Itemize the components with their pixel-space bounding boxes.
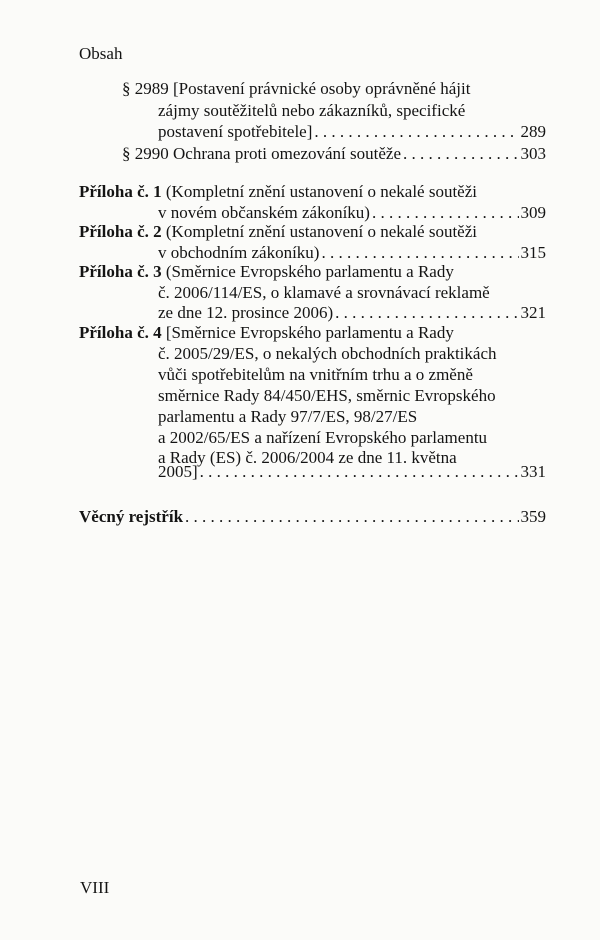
appendix-title-line: ze dne 12. prosince 2006): [158, 303, 334, 322]
appendix-title-line: v obchodním zákoníku): [158, 243, 320, 262]
appendix-4-line-8: [158, 462, 546, 482]
page-number: 303: [520, 144, 546, 163]
page-number: 321: [520, 303, 546, 322]
dot-leader: [403, 144, 519, 164]
appendix-title-line: (Směrnice Evropského parlamentu a Rady: [165, 262, 454, 281]
appendix-2-line-2: [158, 243, 546, 263]
dot-leader: [372, 203, 519, 223]
dot-leader: [321, 243, 518, 263]
appendix-title-line: 2005]: [158, 462, 198, 481]
page-number: 331: [520, 462, 546, 481]
appendix-3-line-2: č. 2006/114/ES, o klamavé a srovnávací reklamě: [158, 283, 490, 302]
page-header: Obsah: [79, 44, 123, 63]
page-number: 359: [520, 507, 546, 526]
appendix-1-line-2: [158, 203, 546, 223]
appendix-label: Příloha č. 2: [79, 222, 162, 241]
appendix-4-line-1: [79, 323, 454, 343]
dot-leader: [200, 462, 519, 482]
dot-leader: [335, 303, 518, 323]
appendix-label: Příloha č. 4: [79, 323, 162, 342]
appendix-4-line-6: a 2002/65/ES a nařízení Evropského parlamentu: [158, 428, 488, 447]
section-title-line: Ochrana proti omezování soutěže: [173, 144, 401, 163]
appendix-title-line: [Směrnice Evropského parlamentu a Rady: [165, 323, 454, 342]
appendix-label: Příloha č. 3: [79, 262, 162, 281]
dot-leader: [185, 507, 518, 527]
appendix-4-line-5: parlamentu a Rady 97/7/ES, 98/27/ES: [158, 407, 418, 426]
section-number: § 2990: [122, 144, 169, 163]
appendix-title-line: (Kompletní znění ustanovení o nekalé soutěži: [165, 222, 477, 241]
appendix-4-line-2: č. 2005/29/ES, o nekalých obchodních praktikách: [158, 344, 497, 363]
appendix-4-line-7: a Rady (ES) č. 2006/2004 ze dne 11. května: [158, 448, 457, 467]
section-number: § 2989: [122, 79, 169, 98]
appendix-2-line-1: [79, 222, 477, 242]
appendix-label: Příloha č. 1: [79, 182, 162, 201]
page-number: 309: [520, 203, 546, 222]
section-title-line: [Postavení právnické osoby oprávněné hájit: [173, 79, 471, 98]
appendix-3-line-1: [79, 262, 454, 282]
section-2989-line-1: [122, 79, 470, 99]
index-entry: [79, 507, 546, 527]
page-number: 289: [520, 122, 546, 141]
page-number: 315: [520, 243, 546, 262]
appendix-title-line: (Kompletní znění ustanovení o nekalé soutěži: [165, 182, 477, 201]
appendix-4-line-4: směrnice Rady 84/450/EHS, směrnic Evropského: [158, 386, 496, 405]
section-2989-line-2: zájmy soutěžitelů nebo zákazníků, specifické: [158, 101, 466, 120]
section-title-line: postavení spotřebitele]: [158, 122, 313, 141]
index-label: Věcný rejstřík: [79, 507, 184, 526]
appendix-title-line: v novém občanském zákoníku): [158, 203, 370, 222]
page-folio: VIII: [80, 878, 110, 897]
dot-leader: [314, 122, 518, 142]
appendix-4-line-3: vůči spotřebitelům na vnitřním trhu a o změně: [158, 365, 473, 384]
appendix-3-line-3: [158, 303, 546, 323]
section-2989-line-3: [158, 122, 546, 142]
section-2990-line-1: [122, 144, 546, 164]
appendix-1-line-1: [79, 182, 477, 202]
